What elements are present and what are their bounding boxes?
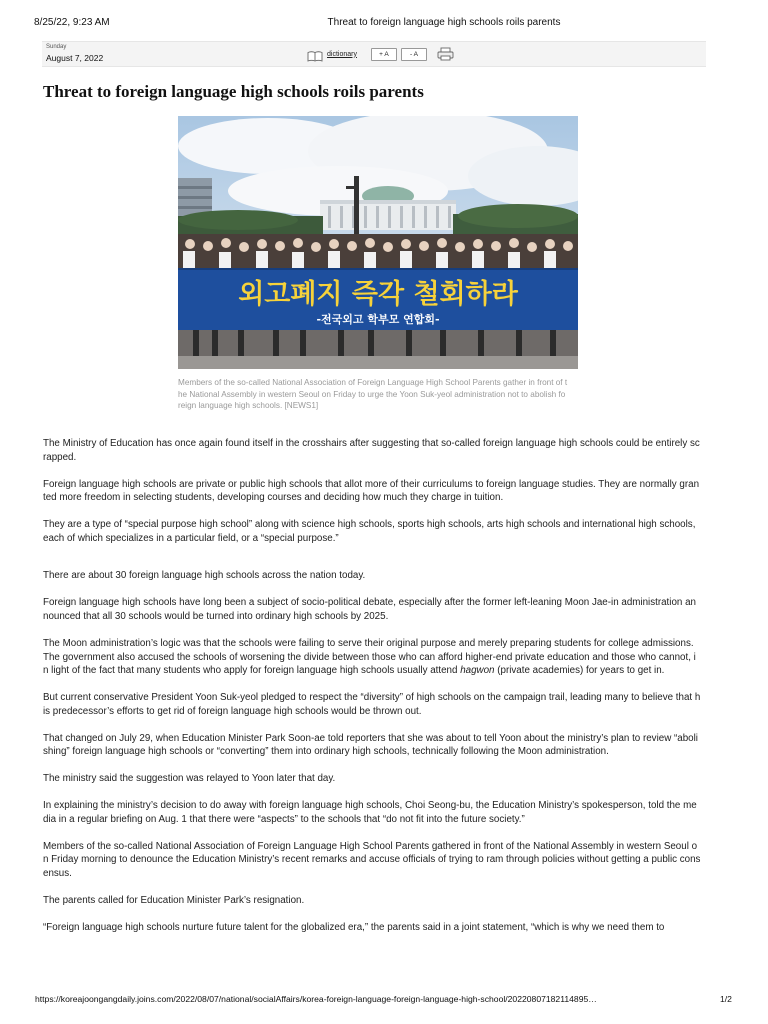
- article-photo: [178, 116, 578, 369]
- reader-tools: [307, 46, 454, 62]
- paragraph: The parents called for Education Minister Park’s resignation.: [43, 894, 305, 906]
- print-header: [0, 0, 768, 40]
- publish-date: August 7, 2022: [46, 53, 104, 63]
- dictionary-link[interactable]: dictionary: [327, 50, 357, 58]
- publish-day: Sunday: [46, 44, 67, 50]
- paragraph: Foreign language high schools are private or public high schools that allot more of their curriculums to foreign language studies. They are normally granted more freedom in selecting students, developing courses and deciding how much they charge in tuition.: [43, 478, 700, 504]
- paragraph: Members of the so-called National Association of Foreign Language High School Parents gathered in front of the National Assembly in western Seoul on Friday morning to denounce the Education Ministry’s recent remarks and accuse officials of trying to ram through policies without getting a public consensus.: [43, 840, 701, 879]
- print-icon[interactable]: [437, 47, 454, 61]
- paragraph: In explaining the ministry’s decision to do away with foreign language high schools, Choi Seong-bu, the Education Ministry’s spokesperson, told the media in a regular briefing on Aug. 1 that there were “aspects” to the schools that “do not fit into the future society.”: [43, 800, 697, 825]
- paragraph: There are about 30 foreign language high schools across the nation today.: [43, 570, 366, 582]
- paragraph-text: The Moon administration’s logic was that the schools were failing to serve their original purpose and merely preparing students for college admissions. The government also accused the schools of worsening the divide between those who can afford higher-end private education and those who cannot, in light of the fact that many students who apply for foreign language high schools usually attend: [43, 637, 696, 677]
- paragraph: The Ministry of Education has once again found itself in the crosshairs after suggesting that so-called foreign language high schools could be entirely scrapped.: [43, 438, 700, 463]
- article-body: [43, 437, 701, 948]
- font-increase-button[interactable]: + A: [371, 48, 397, 61]
- banner-main-text: 외고폐지 즉각 철회하라: [238, 279, 518, 310]
- book-icon[interactable]: [307, 49, 323, 60]
- paragraph: They are a type of “special purpose high school” along with science high schools, sports high schools, arts high schools and international high schools, each of which specializes in a particular field, or a “special purpose.”: [43, 519, 696, 544]
- paragraph: “Foreign language high schools nurture future talent for the globalized era,” the parents said in a joint statement, “which is why we need them to: [43, 921, 665, 933]
- hagwon-term: hagwon: [460, 665, 495, 677]
- page-number: 1/2: [720, 994, 732, 1004]
- paragraph: That changed on July 29, when Education Minister Park Soon-ae told reporters that she was about to tell Yoon about the ministry’s plan to review “abolishing” foreign language high schools or “converting” them into ordinary high schools, technically following the Moon administration.: [43, 732, 698, 758]
- article-toolbar: [42, 41, 706, 67]
- paragraph: Foreign language high schools have long been a subject of socio-political debate, especially after the former left-leaning Moon Jae-in administration announced that all 30 schools would be turned into ordinary high schools by 2025.: [43, 597, 696, 622]
- paragraph: [43, 637, 701, 678]
- paragraph: But current conservative President Yoon Suk-yeol pledged to respect the “diversity” of high schools on the campaign trail, leading many to believe that his predecessor’s efforts to get rid of foreign language high schools would be thrown out.: [43, 692, 701, 717]
- paragraph-text: (private academies) for years to get in.: [494, 665, 665, 677]
- article-headline: Threat to foreign language high schools roils parents: [43, 82, 424, 101]
- print-timestamp: 8/25/22, 9:23 AM: [34, 17, 110, 28]
- print-page-title: Threat to foreign language high schools roils parents: [327, 17, 561, 28]
- paragraph: The ministry said the suggestion was relayed to Yoon later that day.: [43, 773, 336, 785]
- font-decrease-button[interactable]: - A: [401, 48, 427, 61]
- banner-sub-text: -전국외고 학부모 연합회-: [316, 313, 440, 326]
- page-url: https://koreajoongangdaily.joins.com/2022/08/07/national/socialAffairs/korea-foreign-language-foreign-language-high-school/20220807182114895…: [35, 994, 597, 1004]
- photo-caption: Members of the so-called National Association of Foreign Language High School Parents gather in front of the National Assembly in western Seoul on Friday to urge the Yoon Suk-yeol administration not to abolish foreign language high schools. [NEWS1]: [178, 378, 568, 410]
